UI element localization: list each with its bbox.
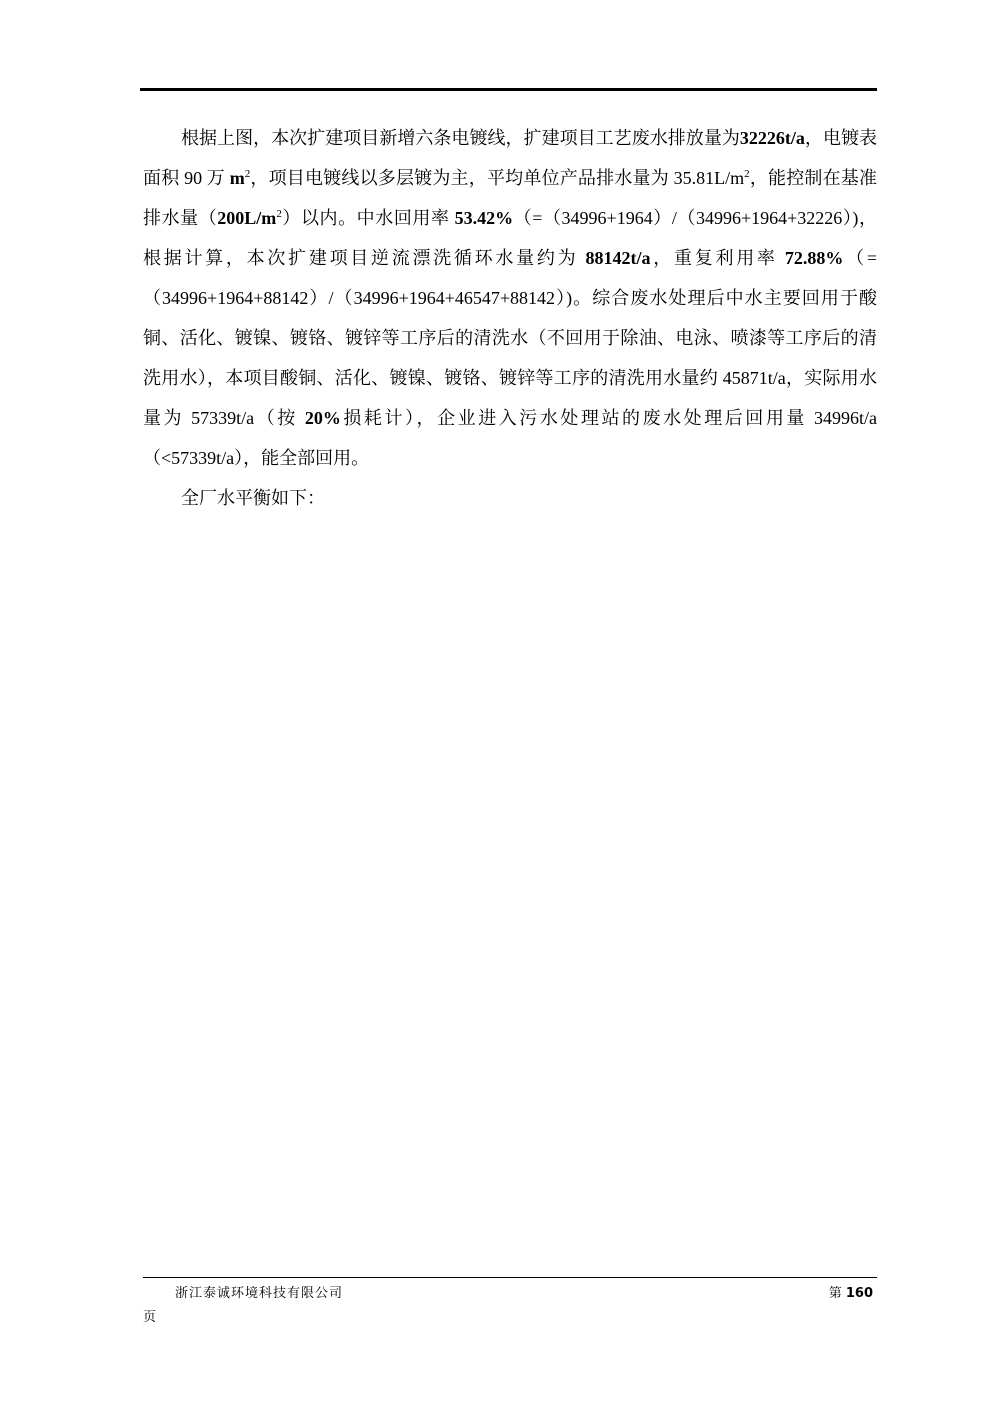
text-run: ，电镀表面积 90 万 [143,128,878,188]
text-run: 57339t/a [191,408,255,428]
superscript: 2 [744,168,750,180]
text-run: 45871t/a [722,368,786,388]
text-run: ，重复利用率 [650,248,785,268]
superscript: 2 [244,168,251,180]
header-rule [140,88,877,91]
text-run: ，实际用水量为 [143,368,877,428]
page-number: 160 [845,1286,873,1301]
text-run: ）以内。中水回用率 [281,208,455,228]
text-run: 损耗计），企业进入污水处理站的废水处理后回用量 [340,408,814,428]
text-run: 34996t/a [814,408,877,428]
text-run-bold: 20% [304,408,341,428]
paragraph-water-balance-intro: 全厂水平衡如下： [181,488,325,508]
text-run-bold: 200L/m [217,208,277,228]
footer-rule [143,1277,877,1278]
text-run: （=（34996+1964）/（34996+1964+32226）)，根据计算，本次扩建项目逆流漂洗循环水量约为 [143,208,878,268]
footer-page-number [829,1282,873,1306]
superscript: 2 [276,208,282,220]
text-run: （按 [254,408,305,428]
text-run-bold: 88142t/a [585,248,651,268]
text-run: （=（34996+1964+88142）/（34996+1964+46547+88142）)。综合废水处理后中水主要回用于酸铜、活化、镀镍、镀铬、镀锌等工序后的清洗水（不回用于除油、电泳、喷漆等工序后的清洗用水），本项目酸铜、活化、镀镍、镀铬、镀锌等工序的清洗用水量约 [143,248,878,388]
footer-company-name: 浙江泰诚环境科技有限公司 [175,1286,344,1301]
page-prefix: 第 [828,1286,846,1301]
text-run: ，能控制在基准排水量（ [143,168,878,228]
text-run-bold: 53.42% [454,208,514,228]
document-body [143,118,877,518]
text-run: （<57339t/a），能全部回用。 [143,448,370,468]
text-run-bold: 32226t/a [739,128,805,148]
text-run-bold: m [229,168,245,188]
text-run: ，项目电镀线以多层镀为主，平均单位产品排水量为 35.81L/m [250,168,745,188]
page-suffix: 页 [143,1310,157,1325]
paragraph-water-reuse [143,118,877,478]
text-run-bold: 72.88% [784,248,844,268]
text-run: 根据上图，本次扩建项目新增六条电镀线，扩建项目工艺废水排放量为 [181,128,740,148]
